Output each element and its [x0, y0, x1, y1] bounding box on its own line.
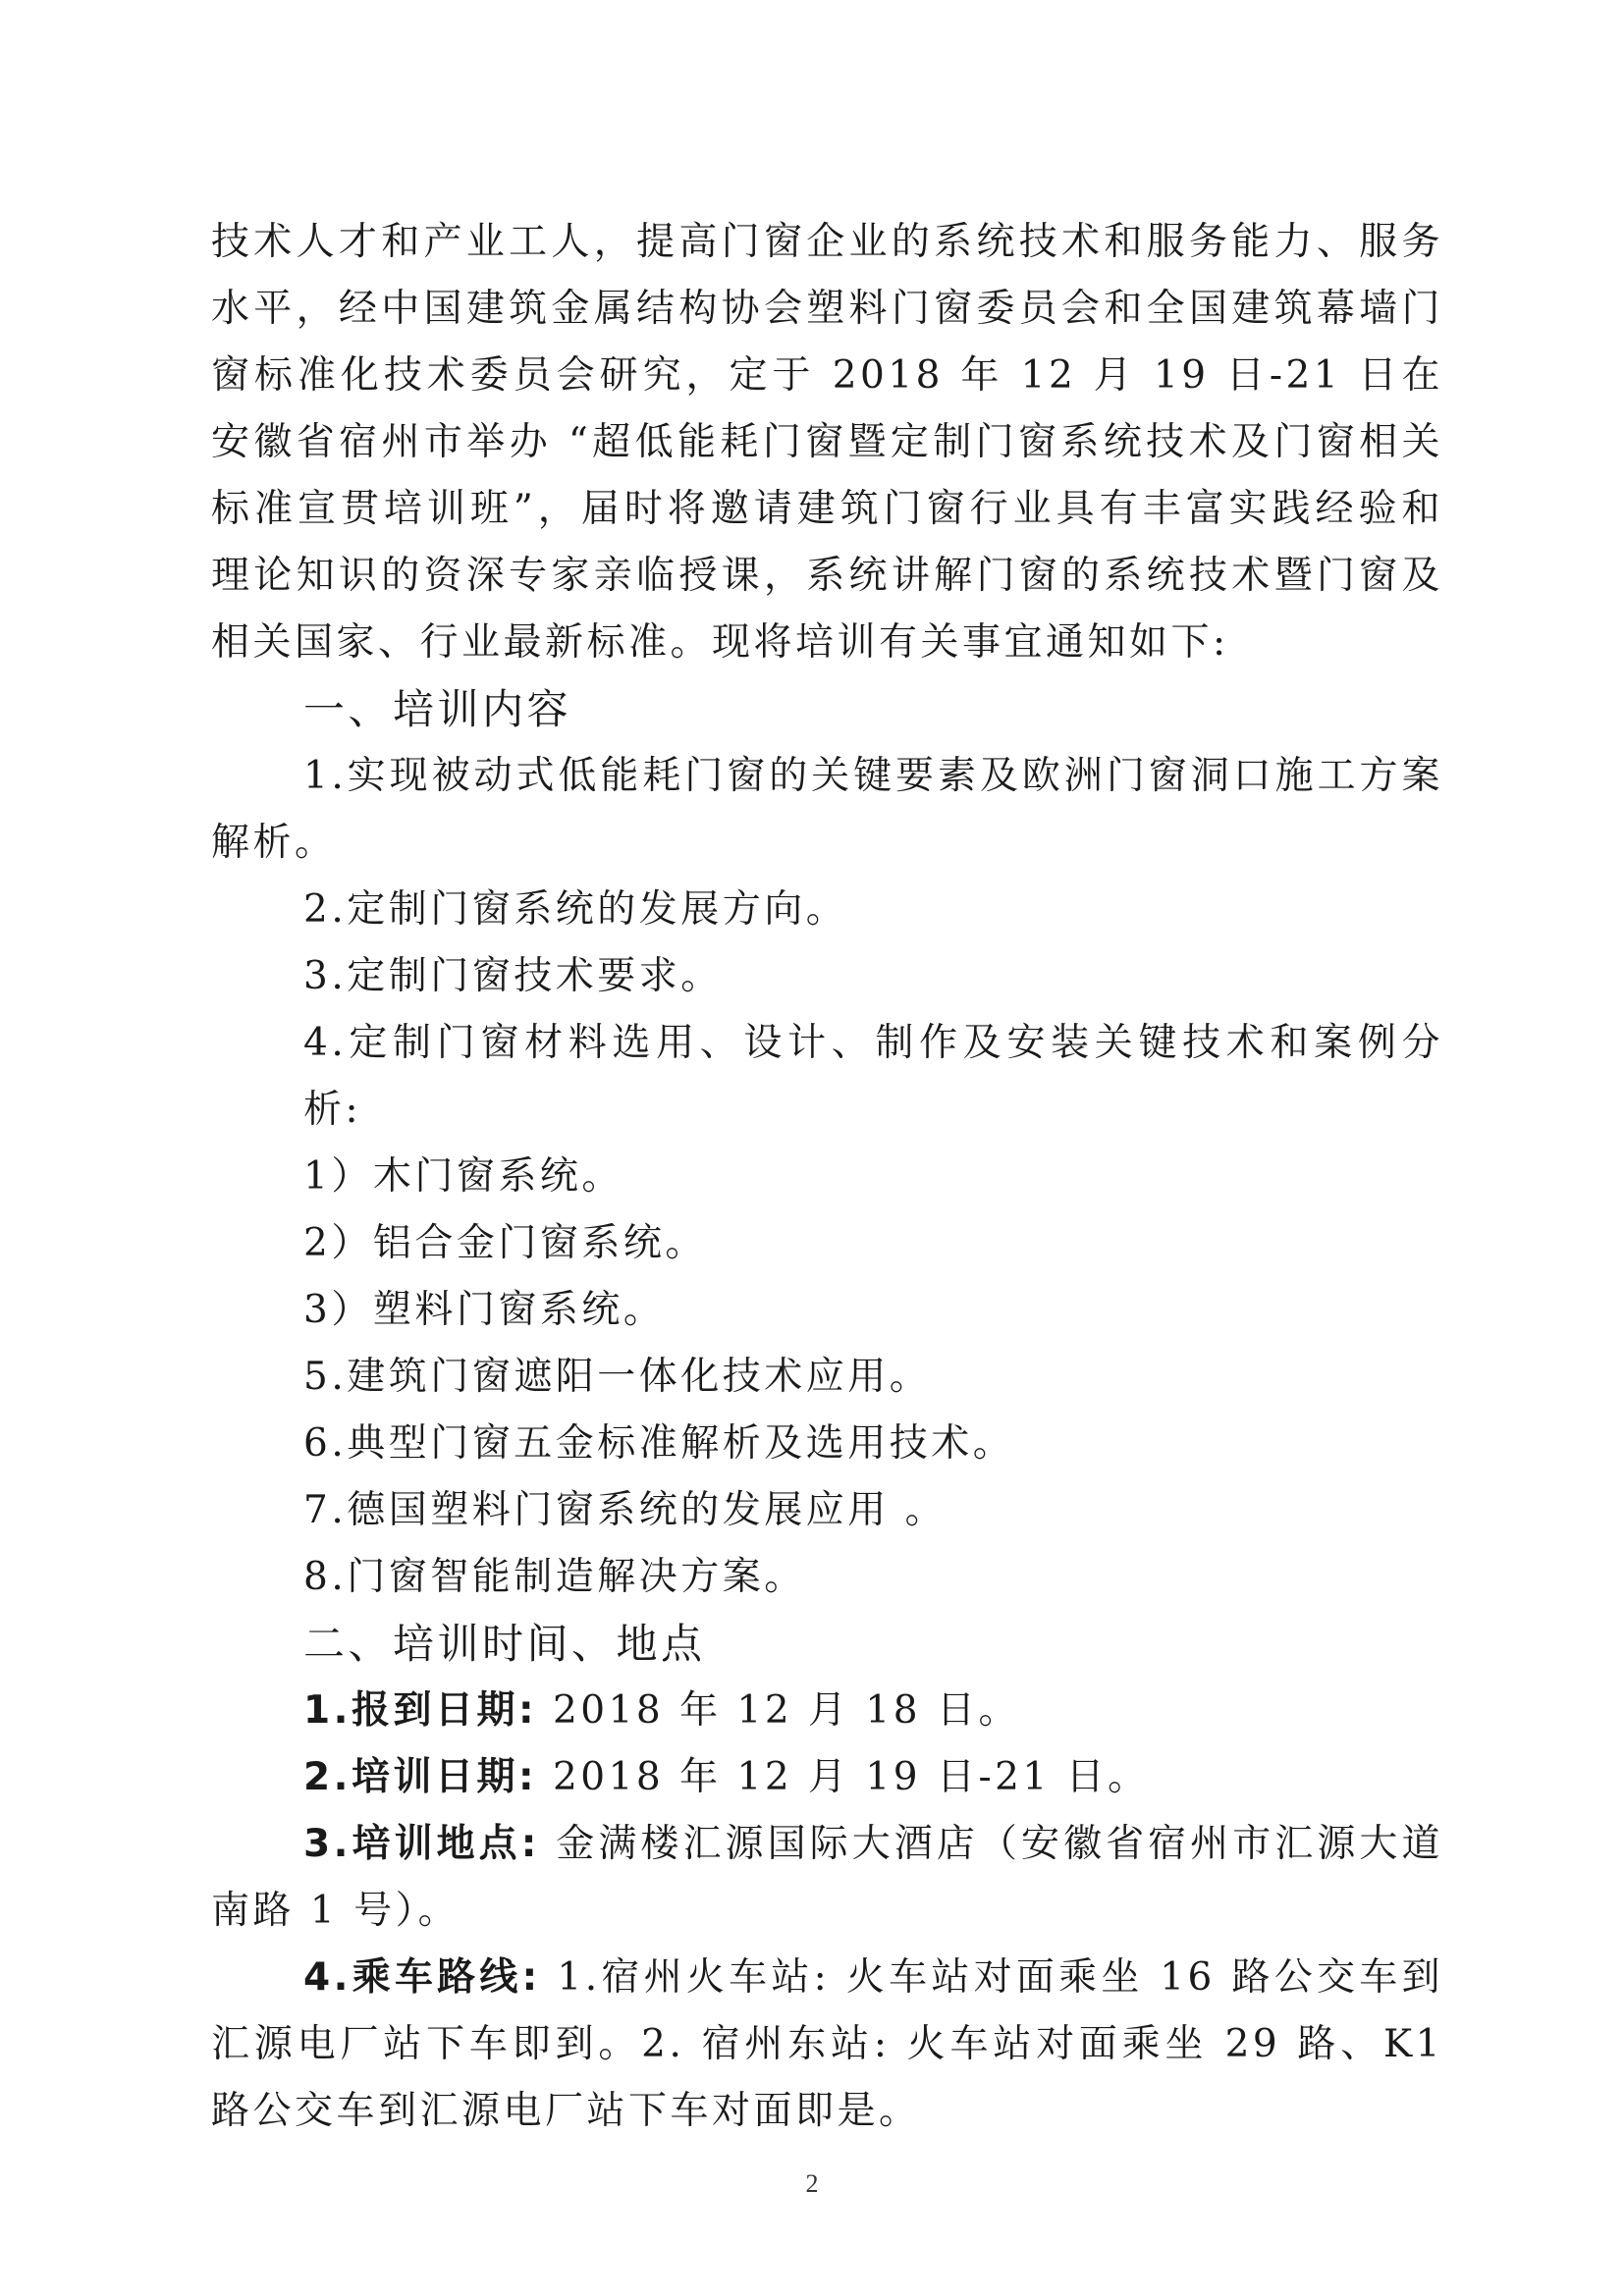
list-item: 7.德国塑料门窗系统的发展应用 。 — [303, 1488, 947, 1532]
info-label: 4.乘车路线: — [303, 1955, 541, 2000]
intro-paragraph: 技术人才和产业工人，提高门窗企业的系统技术和服务能力、服务水平，经中国建筑金属结构协会塑料门窗委员会和全国建筑幕墙门窗标准化技术委员会研究，定于 2018 年 12 月 19 日-21 日在安徽省宿州市举办 “超低能耗门窗暨定制门窗系统技术及门窗相关标准宣贯培训班”，届时将邀请建筑门窗行业具有丰富实践经验和理论知识的资深专家亲临授课，系统讲解门窗的系统技术暨门窗及相关国家、行业最新标准。现将培训有关事宜通知如下: — [211, 220, 1443, 665]
info-value: 2018 年 12 月 18 日。 — [537, 1688, 1020, 1733]
list-item: 4.定制门窗材料选用、设计、制作及安装关键技术和案例分析: — [303, 1021, 1443, 1132]
list-item: 6.典型门窗五金标准解析及选用技术。 — [303, 1421, 1015, 1466]
section-heading-training-content: 一、培训内容 — [303, 685, 572, 733]
info-value: 2018 年 12 月 19 日-21 日。 — [537, 1755, 1150, 1799]
list-item: 1.实现被动式低能耗门窗的关键要素及欧洲门窗洞口施工方案解析。 — [211, 754, 1443, 865]
info-value: 金满楼汇源国际大酒店（安徽省宿州市汇源大道南路 1 号）。 — [211, 1822, 1443, 1933]
info-label: 1.报到日期: — [303, 1688, 538, 1733]
info-row-checkin-date — [211, 1678, 1443, 1744]
list-item: 2）铝合金门窗系统。 — [303, 1221, 707, 1265]
info-value: 1.宿州火车站: 火车站对面乘坐 16 路公交车到汇源电厂站下车即到。2. 宿州东站: 火车站对面乘坐 29 路、K1 路公交车到汇源电厂站下车对面即是。 — [211, 1955, 1443, 2133]
info-row-route — [211, 1945, 1443, 2145]
info-row-training-date — [211, 1744, 1443, 1811]
list-item: 3.定制门窗技术要求。 — [303, 954, 723, 998]
info-label: 2.培训日期: — [303, 1755, 538, 1799]
list-item: 1）木门窗系统。 — [303, 1154, 623, 1199]
section-heading-time-location: 二、培训时间、地点 — [303, 1620, 706, 1668]
info-label: 3.培训地点: — [303, 1822, 540, 1866]
page-number: 2 — [805, 2169, 819, 2198]
list-item: 3）塑料门窗系统。 — [303, 1288, 666, 1332]
list-item: 5.建筑门窗遮阳一体化技术应用。 — [303, 1355, 932, 1399]
list-item: 2.定制门窗系统的发展方向。 — [303, 887, 848, 932]
list-item: 8.门窗智能制造解决方案。 — [303, 1555, 806, 1599]
document-body — [211, 209, 1443, 2145]
info-row-location — [211, 1811, 1443, 1945]
